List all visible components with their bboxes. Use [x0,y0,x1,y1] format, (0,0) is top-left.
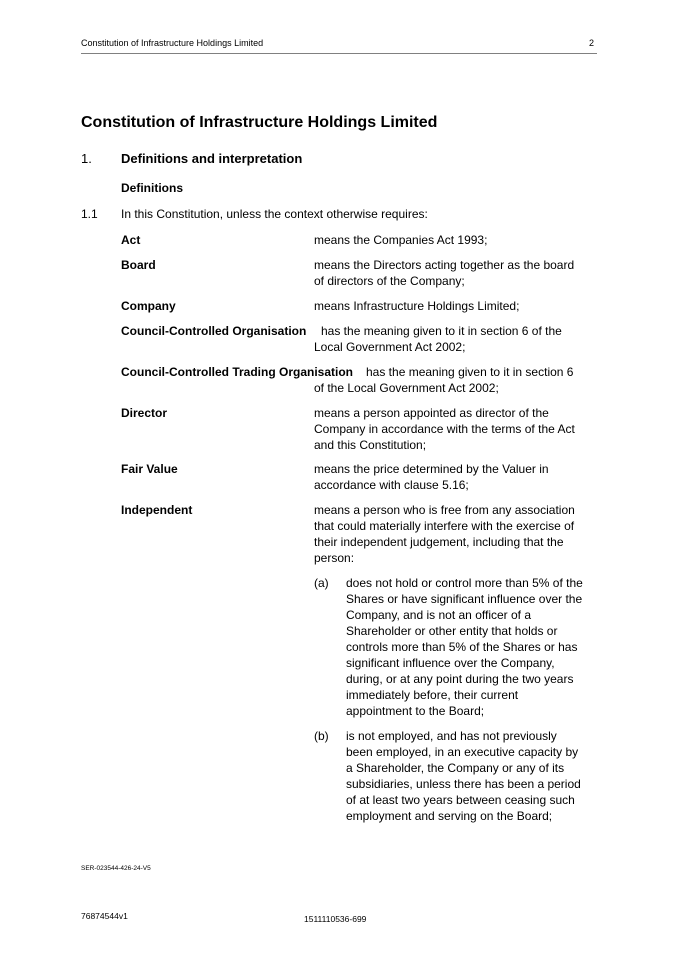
meaning-line: means the Directors acting together as the board [314,258,575,272]
page-number: 2 [588,38,594,48]
subitem-line: employment and serving on the Board; [346,809,553,823]
definitions-heading: Definitions [121,181,183,195]
subitem-line: during, or at any point during the two years [346,672,574,686]
subitem-line: does not hold or control more than 5% of the [346,576,583,590]
definition-term-act: Act [121,233,141,247]
definition-meaning-fair-value [314,461,599,493]
meaning-line: Local Government Act 2002; [314,340,466,354]
subitem-line: Shareholder or other entity that holds or [346,624,558,638]
document-title: Constitution of Infrastructure Holdings Limited [81,114,438,131]
subitem-line: immediately before, their current [346,688,519,702]
meaning-line: means a person appointed as director of the [314,406,549,420]
footer-matter-number: 1511110536-699 [304,914,367,924]
definition-term-independent: Independent [121,503,193,517]
subitem-line: appointment to the Board; [346,704,485,718]
meaning-line: means Infrastructure Holdings Limited; [314,299,520,313]
meaning-line: has the meaning given to it in section 6 [366,365,574,379]
subitem-line: Company, and is not an officer of a [346,608,531,622]
subitem-line: is not employed, and has not previously [346,729,557,743]
definition-term-cco: Council-Controlled Organisation [121,324,307,338]
definition-term-ccto: Council-Controlled Trading Organisation [121,365,354,379]
definition-meaning-act [314,232,599,248]
definition-meaning-ccto-cont [314,380,599,396]
meaning-line: and this Constitution; [314,438,427,452]
meaning-line: means the Companies Act 1993; [314,233,488,247]
section-number: 1. [81,151,92,166]
meaning-line: person: [314,551,355,565]
meaning-line: means a person who is free from any association [314,503,575,517]
section-title: Definitions and interpretation [121,151,303,166]
footer-doc-id: 76874544v1 [81,911,128,921]
definition-meaning-independent [314,502,599,566]
definition-meaning-company [314,298,599,314]
meaning-line: accordance with clause 5.16; [314,478,469,492]
definition-term-board: Board [121,258,156,272]
subitem-line: a Shareholder, the Company or any of its [346,761,565,775]
meaning-line: means the price determined by the Valuer in [314,462,549,476]
definition-meaning-board [314,257,599,289]
meaning-line: that could materially interfere with the exercise of [314,519,575,533]
definition-term-director: Director [121,406,168,420]
meaning-line: of directors of the Company; [314,274,465,288]
definition-term-fair-value: Fair Value [121,462,178,476]
definition-meaning-ccto [366,364,596,380]
subitem-line: subsidiaries, unless there has been a period [346,777,581,791]
meaning-line: of the Local Government Act 2002; [314,381,499,395]
subitem-line: of at least two years between ceasing such [346,793,575,807]
clause-number: 1.1 [81,207,98,221]
meaning-line: Company in accordance with the terms of the Act [314,422,575,436]
subitem-label-b: (b) [314,729,329,743]
meaning-line: has the meaning given to it in section 6 of the [321,324,562,338]
definition-term-company: Company [121,299,176,313]
subitem-text-b [346,728,581,824]
meaning-line: their independent judgement, including that the [314,535,564,549]
subitem-line: Shares or have significant influence over the [346,592,583,606]
subitem-label-a: (a) [314,576,329,590]
definition-meaning-cco-cont [314,339,599,355]
header-divider [81,53,597,54]
subitem-line: controls more than 5% of the Shares or has [346,640,578,654]
subitem-text-a [346,575,583,719]
running-header-title: Constitution of Infrastructure Holdings Limited [81,38,264,48]
definition-meaning-cco [321,323,606,339]
footer-document-reference: SER-023544-426-24-V5 [81,865,151,872]
definition-meaning-director [314,405,599,453]
subitem-line: been employed, in an executive capacity by [346,745,579,759]
subitem-line: significant influence over the Company, [346,656,555,670]
clause-text: In this Constitution, unless the context otherwise requires: [121,207,428,221]
